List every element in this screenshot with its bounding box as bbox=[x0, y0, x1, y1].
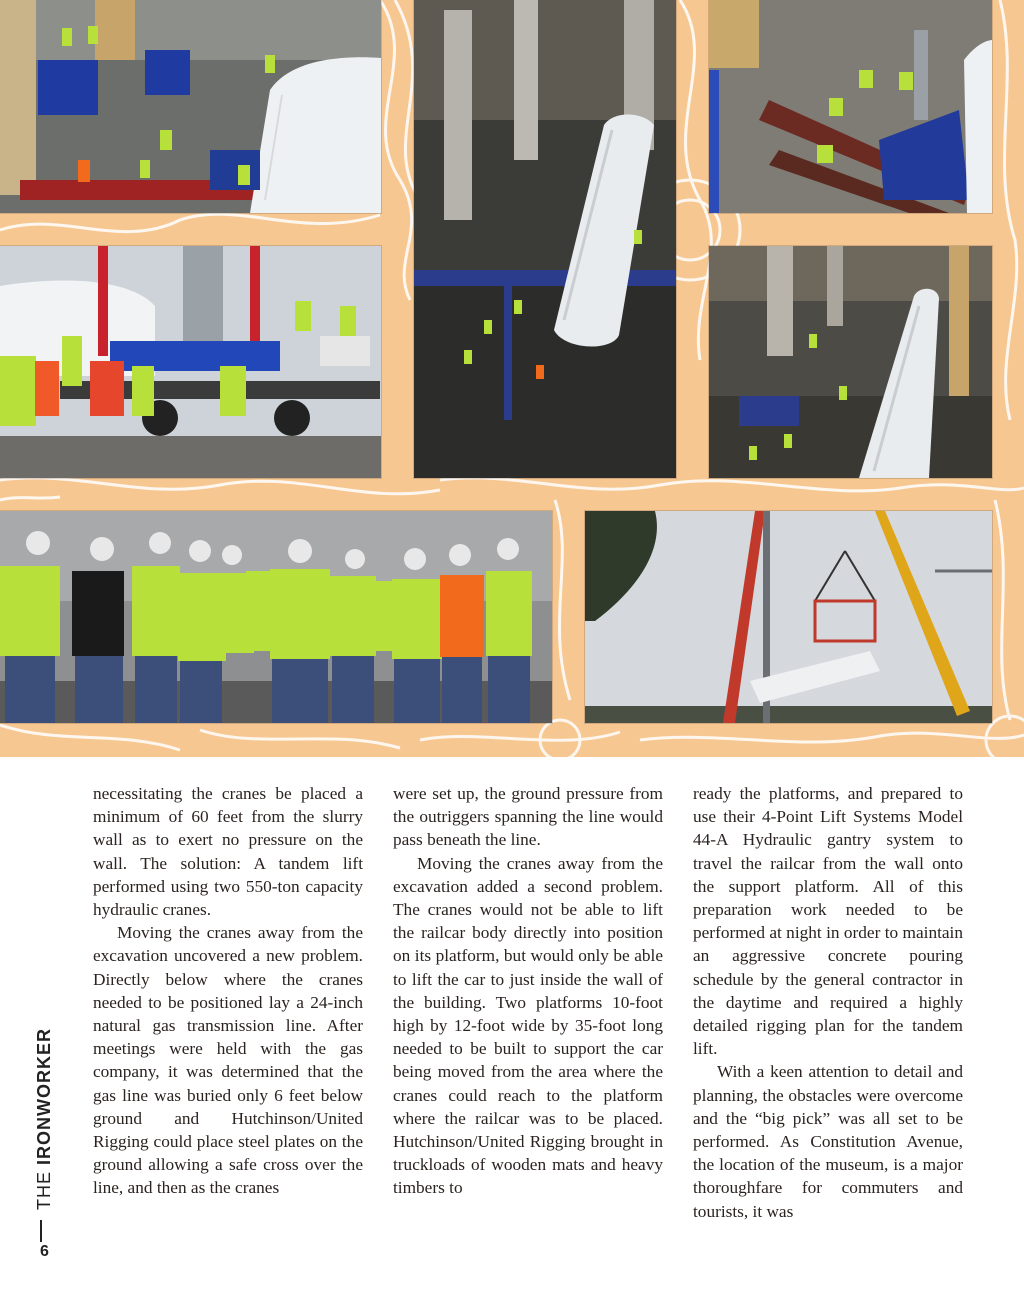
paragraph: Moving the cranes away from the excavation added a second problem. The cranes would not be able to lift the railcar body directly into position on its platform, but would only be able to lift the car to just inside the wall of the building. Two platforms 10-foot high by 12-foot wide by 35-foot long needed to be built to support the car being moved from the area where the cranes could reach to the platform where the railcar was to be placed. Hutchinson/United Rigging brought in truckloads of wooden mats and heavy timbers to bbox=[393, 853, 663, 1198]
photo-flatbed-monument bbox=[0, 246, 381, 478]
paragraph: ready the platforms, and prepared to use their 4-Point Lift Systems Model 44-A Hydraulic gantry system to travel the railcar from the wall onto the support platform. All of this preparation work needed to be performed at night in order to maintain an aggressive concrete pouring schedule by the general contractor in the daytime and required a highly detailed rigging plan for the tandem lift. bbox=[693, 784, 963, 1059]
photo-railcar-platform bbox=[709, 246, 992, 478]
page-number: 6 bbox=[40, 1243, 49, 1260]
magazine-title-brand: IRONWORKER bbox=[34, 1028, 54, 1165]
magazine-title-the: THE bbox=[34, 1171, 54, 1210]
photo-crew-group bbox=[0, 511, 552, 723]
paragraph: Moving the cranes away from the excavation uncovered a new problem. Directly below where the cranes needed to be positioned lay a 24-inch natural gas transmission line. After meetings were held with the gas company, it was determined that the gas line was buried only 6 feet below ground and Hutchinson/United Rigging could place steel plates on the ground allowing a safe cross over the line, and then as the cranes bbox=[93, 923, 363, 1198]
article-column-3 bbox=[693, 782, 963, 1223]
photo-gantry-crew bbox=[709, 0, 992, 213]
paragraph: were set up, the ground pressure from the outriggers spanning the line would pass beneath the line. bbox=[393, 784, 663, 850]
photo-railcar-lowered bbox=[414, 0, 676, 478]
paragraph: With a keen attention to detail and planning, the obstacles were overcome and the “big pick” was all set to be performed. As Constitution Avenue, the location of the museum, is a major thoroughfare for commuters and tourists, it was bbox=[693, 1062, 963, 1221]
footer-rule bbox=[40, 1220, 42, 1242]
running-footer bbox=[30, 1020, 60, 1260]
article-column-1 bbox=[93, 782, 363, 1200]
article-column-2 bbox=[393, 782, 663, 1200]
photo-gantry-setup bbox=[0, 0, 381, 213]
photo-tandem-lift bbox=[585, 511, 992, 723]
magazine-title bbox=[34, 1028, 55, 1210]
paragraph: necessitating the cranes be placed a minimum of 60 feet from the slurry wall as to exert no pressure on the wall. The solution: A tandem lift performed using two 550-ton capacity hydraulic cranes. bbox=[93, 784, 363, 920]
